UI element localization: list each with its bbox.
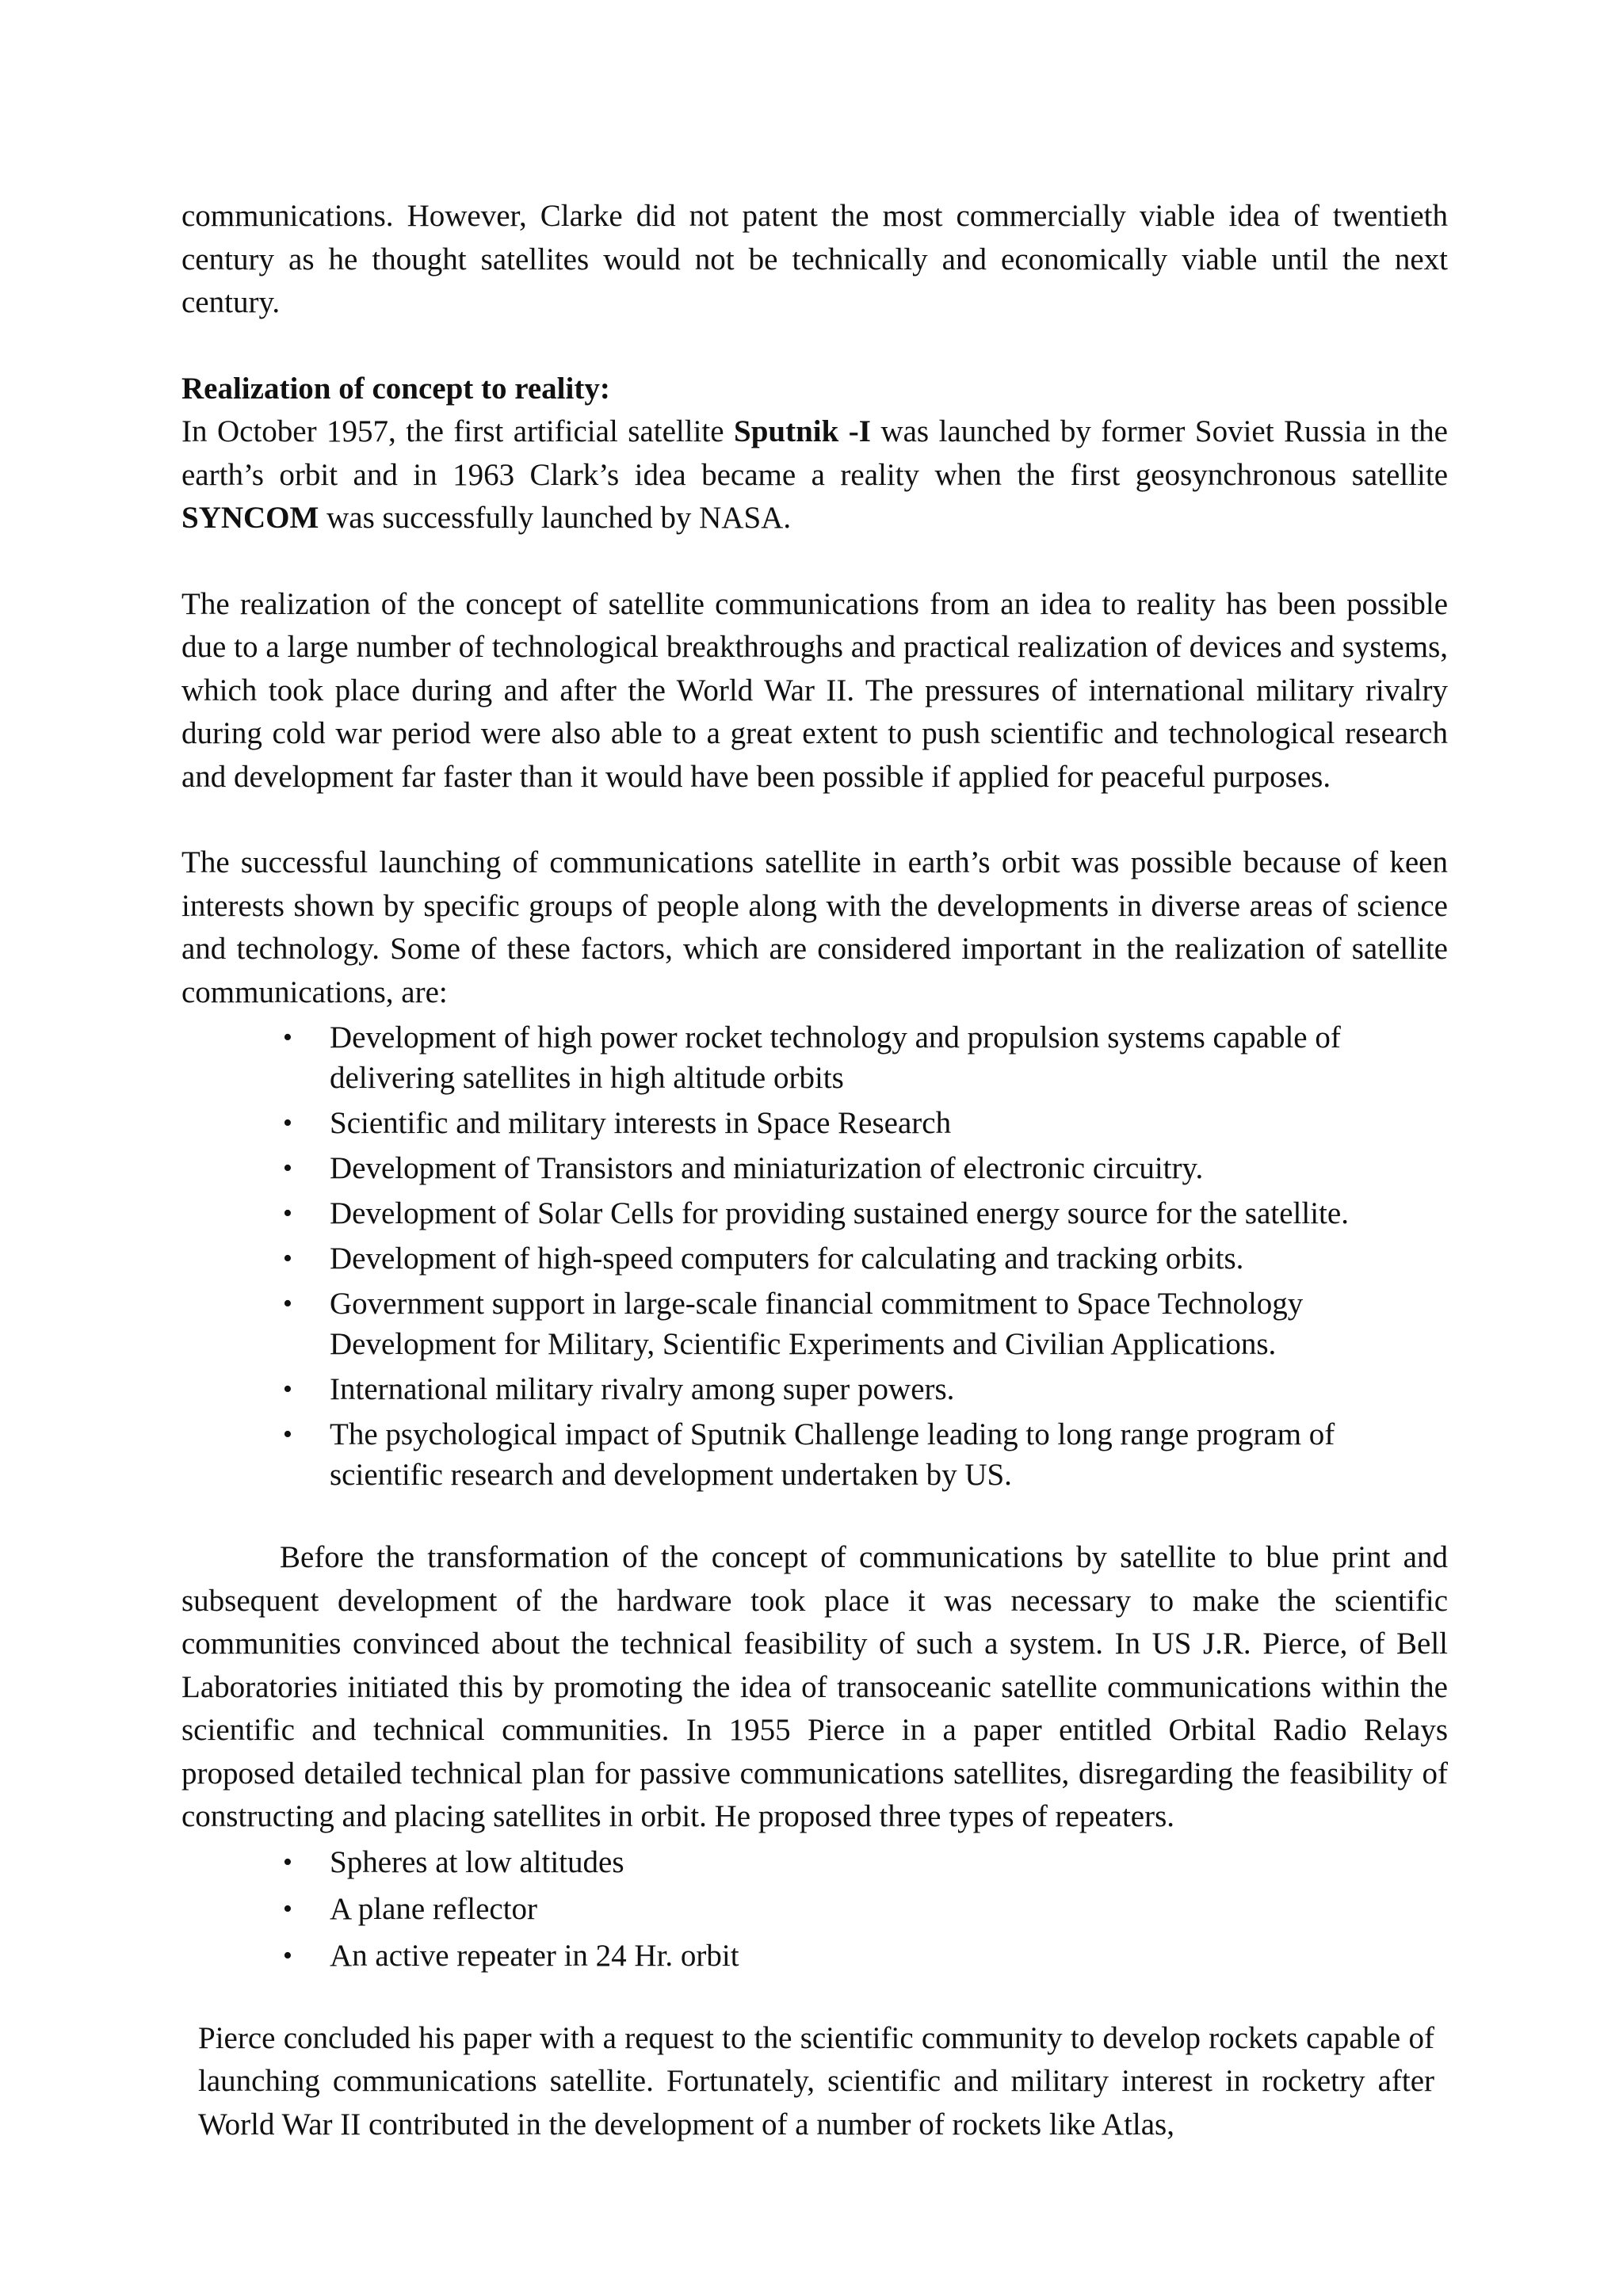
bullet-icon: • xyxy=(283,1847,292,1877)
list-item: • Scientific and military interests in Space Research xyxy=(181,1103,1448,1143)
sputnik-text-2: was launched by former Soviet Russia in the earth’s orbit and in 1963 Clark’s idea became a reality when the first geosynchronous satellite xyxy=(181,414,1448,492)
list-item: • Spheres at low altitudes xyxy=(181,1842,1448,1882)
syncom-name: SYNCOM xyxy=(181,501,319,535)
list-item: • Development of high power rocket technology and propulsion systems capable of delivering satellites in high altitude orbits xyxy=(181,1017,1448,1098)
paragraph-gap xyxy=(181,1982,1448,2017)
list-item: • The psychological impact of Sputnik Challenge leading to long range program of scientific research and development undertaken by US. xyxy=(181,1414,1448,1495)
sputnik-paragraph xyxy=(181,410,1448,540)
repeaters-list xyxy=(181,1842,1448,1976)
bullet-icon: • xyxy=(283,1940,292,1970)
bullet-icon: • xyxy=(283,1289,292,1318)
sputnik-name: Sputnik -I xyxy=(734,414,871,448)
factors-list xyxy=(181,1017,1448,1495)
list-item: • International military rivalry among super powers. xyxy=(181,1369,1448,1409)
bullet-icon: • xyxy=(283,1023,292,1052)
sputnik-text-3: was successfully launched by NASA. xyxy=(319,501,792,535)
realization-paragraph: The realization of the concept of satellite communications from an idea to reality has been possible due to a large number of technological breakthroughs and practical realization of devices and systems, which took place during and after the World War II. The pressures of international military rivalry during cold war period were also able to a great extent to push scientific and technological research and development far faster than it would have been possible if applied for peaceful purposes. xyxy=(181,586,1448,794)
launching-paragraph: The successful launching of communications satellite in earth’s orbit was possible because of keen interests shown by specific groups of people along with the developments in diverse areas of science and technology. Some of these factors, which are considered important in the realization of satellite communications, are: xyxy=(181,845,1448,1009)
bullet-icon: • xyxy=(283,1420,292,1449)
list-item: • A plane reflector xyxy=(181,1889,1448,1929)
list-item: • Development of Solar Cells for providing sustained energy source for the satellite. xyxy=(181,1193,1448,1234)
bullet-icon: • xyxy=(283,1108,292,1138)
paragraph-gap xyxy=(181,799,1448,841)
pierce-paragraph: Before the transformation of the concept of communications by satellite to blue print and subsequent development of the hardware took place it was necessary to make the scientific communities convinced about the technical feasibility of such a system. In US J.R. Pierce, of Bell Laboratories initiated this by promoting the idea of transoceanic satellite communications within the scientific and technical communities. In 1955 Pierce in a paper entitled Orbital Radio Relays proposed detailed technical plan for passive communications satellites, disregarding the feasibility of constructing and placing satellites in orbit. He proposed three types of repeaters. xyxy=(181,1540,1448,1833)
paragraph-gap xyxy=(181,325,1448,368)
bullet-icon: • xyxy=(283,1154,292,1183)
intro-paragraph: communications. However, Clarke did not patent the most commercially viable idea of twentieth century as he thought satellites would not be technically and economically viable until the next century. xyxy=(181,199,1448,319)
list-item: • Development of high-speed computers for calculating and tracking orbits. xyxy=(181,1238,1448,1279)
list-item: • Government support in large-scale financial commitment to Space Technology Development for Military, Scientific Experiments and Civilian Applications. xyxy=(181,1283,1448,1364)
bullet-icon: • xyxy=(283,1244,292,1273)
list-item: • Development of Transistors and miniaturization of electronic circuitry. xyxy=(181,1148,1448,1188)
sputnik-text-1: In October 1957, the first artificial satellite xyxy=(181,414,735,448)
section-heading: Realization of concept to reality: xyxy=(181,371,610,406)
paragraph-gap xyxy=(181,1500,1448,1536)
list-item: • An active repeater in 24 Hr. orbit xyxy=(181,1936,1448,1976)
bullet-icon: • xyxy=(283,1199,292,1228)
bullet-icon: • xyxy=(283,1375,292,1404)
document-page xyxy=(181,195,1448,2146)
conclusion-paragraph: Pierce concluded his paper with a request to the scientific community to develop rockets capable of launching communications satellite. Fortunately, scientific and military interest in rocketry after World War II contributed in the development of a number of rockets like Atlas, xyxy=(198,2020,1434,2142)
bullet-icon: • xyxy=(283,1894,292,1924)
paragraph-gap xyxy=(181,540,1448,583)
